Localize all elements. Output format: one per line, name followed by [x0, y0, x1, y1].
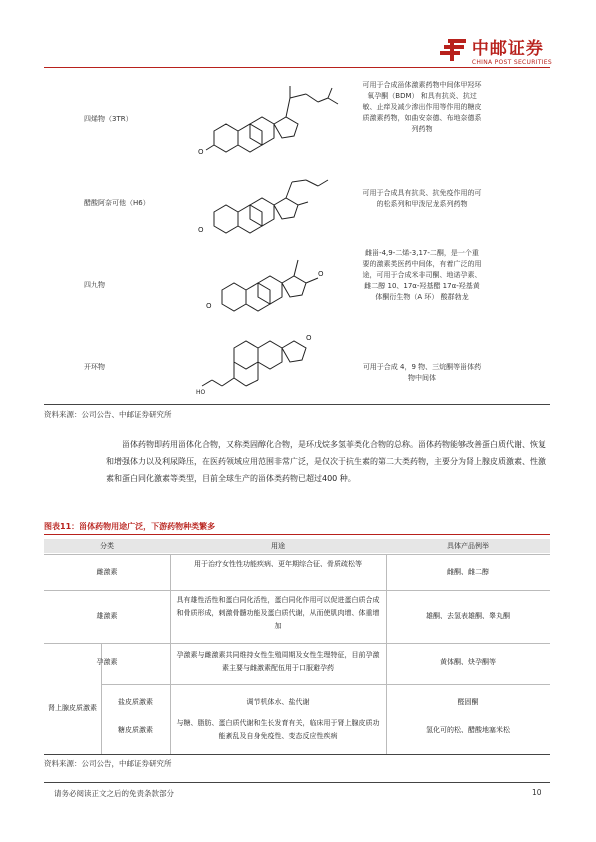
table1-row-desc: 可用于合成甾体激素药物中间体甲羟环氧孕酮（BDM） 和具有抗炎、抗过敏、止痒及减少渗出作用等作用的糖皮质激素药物，如曲安奈德、布地奈德系列药物 [362, 81, 482, 133]
table1-row-name: 四烯物（3TR） [84, 115, 133, 123]
source-note-1: 资料来源：公司公告、中邮证券研究所 [44, 410, 172, 419]
body-paragraph: 甾体药物即药用甾体化合物，又称类固醇化合物，是环戊烷多氢菲类化合物的总称。甾体药物能够改善蛋白质代谢、恢复和增强体力以及利尿降压，在医药领域应用范围非常广泛，是仅次于抗生素的第二大类药物，主要分为肾上腺皮质激素、性激素和蛋白同化激素等类型，目前全球生产的甾体类药物已超过400 种。 [106, 440, 546, 483]
table2-row-line [44, 643, 550, 644]
table2-example: 雌酮、雌二醇 [447, 568, 489, 576]
table2-example: 氢化可的松、醋酸地塞米松 [426, 726, 510, 734]
page-number: 10 [532, 788, 542, 797]
table1-row-name: 四九物 [84, 281, 105, 289]
structure-3tr-icon [194, 76, 344, 168]
svg-text:O: O [198, 148, 204, 156]
table2-category: 雌激素 [96, 568, 118, 576]
table1-row-desc: 可用于合成 4，9 物、三烷酮等甾体药物中间体 [362, 363, 482, 382]
footer-rule [44, 782, 550, 783]
table2-use: 调节机体水、盐代谢 [246, 698, 310, 706]
intermediates-table [44, 70, 550, 402]
table2-use: 与糖、脂肪、蛋白质代谢和生长发育有关，临床用于肾上腺皮质功能紊乱及自身免疫性、变态反应性疾病 [176, 719, 380, 740]
svg-text:O: O [206, 302, 212, 310]
table2-col-line [170, 554, 171, 754]
table2-example: 雄酮、去氢表雄酮、睾丸酮 [426, 612, 510, 620]
table2-use: 具有雄性活性和蛋白同化活性，蛋白同化作用可以促进蛋白质合成和骨质形成，刺激骨髓功能及蛋白质代谢，从而使肌肉增、体重增加 [176, 596, 380, 630]
header-divider [44, 67, 550, 68]
table2-subcategory: 盐皮质激素 [118, 698, 153, 706]
table2-bottom-rule [44, 754, 550, 755]
table1-row-desc: 可用于合成具有抗炎、抗免疫作用的可的松系列和甲泼尼龙系列药物 [362, 189, 482, 208]
table2-top-rule [44, 534, 550, 535]
svg-text:O: O [198, 226, 204, 234]
company-logo [440, 34, 552, 66]
table2-example: 黄体酮、炔孕酮等 [440, 658, 496, 666]
svg-text:O: O [318, 270, 324, 278]
table2-row-line [44, 554, 550, 555]
table1-row-name: 醋酸阿奈可他（H6） [84, 199, 150, 207]
table2-header-cell: 用途 [271, 542, 285, 550]
table2-header-cell: 分类 [100, 542, 114, 550]
logo-text-cn: 中邮证券 [471, 39, 544, 59]
table1-row-name: 开环物 [84, 363, 105, 371]
table2-category: 雄激素 [96, 612, 118, 620]
svg-text:HO: HO [196, 389, 206, 396]
table2-header-cell: 具体产品例举 [447, 542, 489, 550]
table2-category-group: 肾上腺皮质激素 [48, 704, 97, 712]
table2-example: 醛固酮 [457, 698, 479, 706]
table2-category: 孕激素 [96, 658, 118, 666]
structure-49-icon [194, 242, 344, 322]
table1-bottom-rule [44, 404, 550, 405]
logo-text-en: CHINA POST SECURITIES [471, 59, 552, 66]
footer-disclaimer: 请务必阅读正文之后的免责条款部分 [54, 789, 174, 798]
table2-use: 孕激素与雌激素共同维持女性生殖周期及女性生理特征，目前孕激素主要与雌激素配伍用于口服避孕药 [176, 651, 380, 672]
china-post-logo-icon [440, 37, 468, 63]
table2-use: 用于治疗女性性功能疾病、更年期综合征、骨质疏松等 [194, 560, 362, 568]
table2-subcategory: 糖皮质激素 [118, 726, 153, 734]
table2-row-line [101, 684, 550, 685]
source-note-2: 资料来源：公司公告，中邮证券研究所 [44, 759, 172, 768]
figure-title: 图表11：甾体药物用途广泛，下游药物种类繁多 [44, 522, 216, 531]
structure-seco-icon [194, 328, 344, 404]
svg-text:O: O [306, 334, 312, 342]
table1-row-desc: 雌甾-4,9-二烯-3,17-二酮，是一个重要的激素类医药中间体，有着广泛的用途，可用于合成米非司酮、地诺孕素、雌二醇 10、17α-羟基醋 17α-羟基黄体酮衍生物（A 环） 酸群勃龙 [362, 249, 482, 301]
table2-row-line [44, 590, 550, 591]
structure-h6-icon [194, 170, 344, 240]
